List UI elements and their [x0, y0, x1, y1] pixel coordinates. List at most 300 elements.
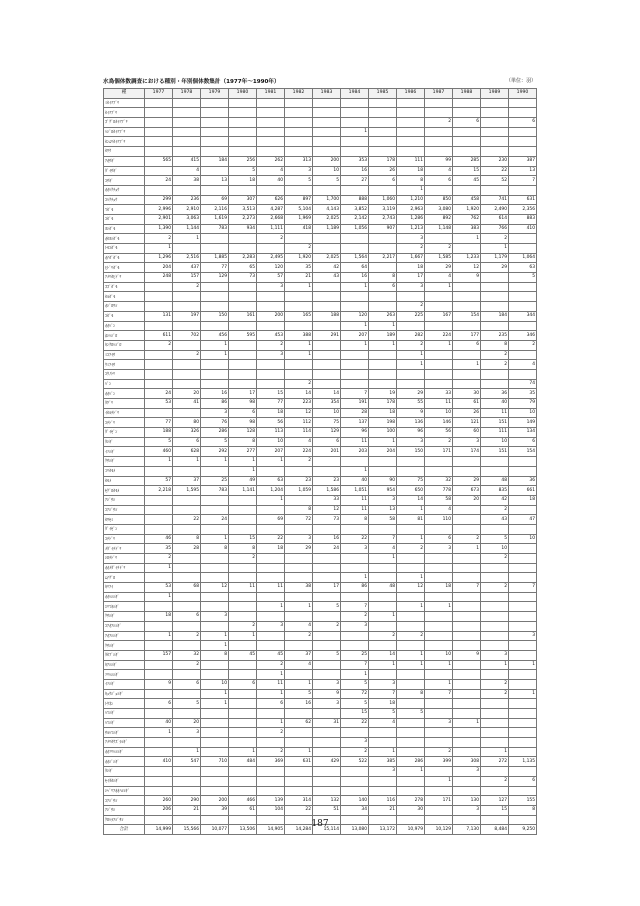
table-row: [104, 689, 537, 699]
species-name: ｵｵﾊﾞﾝ: [104, 321, 145, 331]
count-cell: 2: [257, 340, 285, 350]
count-cell: [173, 524, 201, 534]
count-cell: 12: [453, 263, 481, 273]
count-cell: [481, 524, 509, 534]
count-cell: [229, 379, 257, 389]
count-cell: [369, 786, 397, 796]
table-row: [104, 447, 537, 457]
count-cell: [369, 185, 397, 195]
count-cell: [285, 554, 313, 564]
species-name: ｲｿｼｷﾞ: [104, 679, 145, 689]
count-cell: 1: [481, 747, 509, 757]
count-cell: 1: [481, 244, 509, 254]
count-cell: 16: [341, 273, 369, 283]
count-cell: 346: [509, 331, 537, 341]
count-cell: 954: [369, 486, 397, 496]
count-cell: 81: [397, 515, 425, 525]
table-row: [104, 195, 537, 205]
count-cell: [509, 679, 537, 689]
count-cell: [285, 738, 313, 748]
count-cell: 24: [313, 544, 341, 554]
count-cell: 2: [313, 621, 341, 631]
count-cell: [313, 786, 341, 796]
column-header-year: 1981: [257, 89, 285, 99]
species-name: ｵｼﾞﾛﾜｼ: [104, 302, 145, 312]
count-cell: 223: [285, 399, 313, 409]
count-cell: [201, 369, 229, 379]
count-cell: [145, 369, 173, 379]
count-cell: 1: [341, 321, 369, 331]
count-cell: 1,920: [453, 205, 481, 215]
count-cell: 2,495: [257, 253, 285, 263]
count-cell: [509, 718, 537, 728]
count-cell: 344: [509, 311, 537, 321]
count-cell: [173, 505, 201, 515]
count-cell: 39: [201, 805, 229, 815]
count-cell: 86: [341, 583, 369, 593]
count-cell: [453, 689, 481, 699]
count-cell: 3: [397, 282, 425, 292]
count-cell: [145, 641, 173, 651]
count-cell: 157: [173, 273, 201, 283]
species-name: ｵｵﾊﾞﾝ: [104, 389, 145, 399]
count-cell: [145, 738, 173, 748]
count-cell: 150: [201, 311, 229, 321]
species-name: ﾑﾅｸﾞﾛ: [104, 573, 145, 583]
table-row: [104, 796, 537, 806]
count-cell: 80: [173, 418, 201, 428]
count-cell: [257, 524, 285, 534]
count-cell: 5: [369, 709, 397, 719]
count-cell: 178: [369, 156, 397, 166]
count-cell: [173, 495, 201, 505]
count-cell: [369, 457, 397, 467]
count-cell: 1: [397, 767, 425, 777]
table-row: [104, 457, 537, 467]
count-cell: 19: [369, 389, 397, 399]
species-name: ｵｵｿﾘﾊｼｼｷﾞ: [104, 747, 145, 757]
species-name: ｲｶﾙﾁﾄﾞﾘ: [104, 408, 145, 418]
count-cell: 6: [369, 282, 397, 292]
count-cell: 1: [369, 612, 397, 622]
species-name: ｳﾐｱｲｻ: [104, 360, 145, 370]
count-cell: [397, 118, 425, 128]
count-cell: 38: [285, 583, 313, 593]
count-cell: [453, 244, 481, 254]
count-cell: [173, 709, 201, 719]
count-cell: 614: [481, 214, 509, 224]
count-cell: 3: [425, 544, 453, 554]
count-cell: [509, 621, 537, 631]
count-cell: 4: [285, 621, 313, 631]
count-cell: 3: [481, 650, 509, 660]
count-cell: [145, 350, 173, 360]
count-cell: 522: [341, 757, 369, 767]
count-cell: [481, 273, 509, 283]
count-cell: [257, 302, 285, 312]
count-cell: 1: [453, 234, 481, 244]
count-cell: [173, 147, 201, 157]
count-cell: 61: [453, 399, 481, 409]
count-cell: [201, 602, 229, 612]
count-cell: [369, 563, 397, 573]
count-cell: [145, 360, 173, 370]
count-cell: [173, 137, 201, 147]
count-cell: 14,905: [257, 825, 285, 835]
count-cell: [229, 147, 257, 157]
header-row: [104, 89, 537, 99]
count-cell: 292: [201, 447, 229, 457]
count-cell: 1,619: [201, 214, 229, 224]
count-cell: 4: [509, 360, 537, 370]
count-cell: 177: [453, 331, 481, 341]
count-cell: [173, 108, 201, 118]
count-cell: 4: [369, 718, 397, 728]
count-cell: 369: [257, 757, 285, 767]
count-cell: 5: [285, 176, 313, 186]
count-cell: [173, 786, 201, 796]
count-cell: 1: [201, 350, 229, 360]
species-name: ｵｵｼﾞｼｷﾞ: [104, 757, 145, 767]
count-cell: [145, 118, 173, 128]
count-cell: [229, 282, 257, 292]
count-cell: [481, 118, 509, 128]
count-cell: 76: [201, 418, 229, 428]
count-cell: 2: [173, 350, 201, 360]
count-cell: [201, 621, 229, 631]
count-cell: 171: [425, 796, 453, 806]
species-name: ﾊﾞﾝ: [104, 379, 145, 389]
count-cell: [397, 699, 425, 709]
species-name: ｱﾒﾘｶｳｽﾞﾗｼｷﾞ: [104, 738, 145, 748]
count-cell: 198: [369, 418, 397, 428]
count-cell: [257, 244, 285, 254]
count-cell: [453, 282, 481, 292]
count-cell: 200: [313, 156, 341, 166]
count-cell: [453, 292, 481, 302]
count-cell: 11: [425, 399, 453, 409]
count-cell: 4: [425, 505, 453, 515]
count-cell: 2,283: [229, 253, 257, 263]
count-cell: [425, 738, 453, 748]
count-cell: [369, 263, 397, 273]
count-cell: [229, 524, 257, 534]
count-cell: 40: [481, 399, 509, 409]
count-cell: [285, 321, 313, 331]
count-cell: 10: [313, 408, 341, 418]
count-cell: [285, 185, 313, 195]
count-cell: 37: [285, 650, 313, 660]
count-cell: [397, 612, 425, 622]
count-cell: [425, 127, 453, 137]
count-cell: 69: [257, 515, 285, 525]
count-cell: [313, 457, 341, 467]
count-cell: [369, 524, 397, 534]
count-cell: [481, 718, 509, 728]
count-cell: 9,250: [509, 825, 537, 835]
count-cell: 114: [285, 428, 313, 438]
table-row: [104, 679, 537, 689]
count-cell: 11: [257, 583, 285, 593]
count-cell: [313, 350, 341, 360]
count-cell: 466: [229, 796, 257, 806]
count-cell: 174: [453, 447, 481, 457]
count-cell: 2: [481, 583, 509, 593]
species-name: ｶﾝﾑﾘｶｲﾂﾌﾞﾘ: [104, 137, 145, 147]
count-cell: 23: [313, 476, 341, 486]
count-cell: 6: [313, 437, 341, 447]
count-cell: 45: [229, 650, 257, 660]
count-cell: 1,920: [285, 253, 313, 263]
count-cell: 4: [425, 166, 453, 176]
count-cell: [173, 767, 201, 777]
table-row: [104, 418, 537, 428]
count-cell: [369, 118, 397, 128]
count-cell: 1: [257, 495, 285, 505]
count-cell: [509, 650, 537, 660]
count-cell: 1: [257, 457, 285, 467]
count-cell: 10,129: [425, 825, 453, 835]
count-cell: 36: [509, 476, 537, 486]
count-cell: [201, 786, 229, 796]
count-cell: 10: [509, 534, 537, 544]
count-cell: 15: [481, 805, 509, 815]
count-cell: [257, 709, 285, 719]
count-cell: 299: [145, 195, 173, 205]
table-row: [104, 747, 537, 757]
species-name: ﾀｶﾌﾞｼｷﾞ: [104, 650, 145, 660]
count-cell: [145, 302, 173, 312]
count-cell: 1: [229, 457, 257, 467]
count-cell: [397, 379, 425, 389]
count-cell: [509, 147, 537, 157]
species-count-table: [103, 88, 537, 835]
table-row: [104, 292, 537, 302]
species-name: ｸｻｼｷﾞ: [104, 641, 145, 651]
count-cell: [145, 524, 173, 534]
count-cell: [425, 466, 453, 476]
count-cell: 4: [369, 544, 397, 554]
table-row: [104, 709, 537, 719]
count-cell: 8: [173, 534, 201, 544]
count-cell: [173, 738, 201, 748]
species-name: ｺｳﾉﾄﾘ: [104, 369, 145, 379]
count-cell: [425, 379, 453, 389]
count-cell: 354: [313, 399, 341, 409]
species-name: ｺｶﾞﾓ: [104, 214, 145, 224]
count-cell: [453, 602, 481, 612]
count-cell: 73: [313, 515, 341, 525]
count-cell: [397, 747, 425, 757]
count-cell: [313, 282, 341, 292]
count-cell: 12: [201, 583, 229, 593]
count-cell: [425, 108, 453, 118]
count-cell: 146: [425, 418, 453, 428]
count-cell: 5,104: [285, 205, 313, 215]
count-cell: 7: [369, 689, 397, 699]
count-cell: [509, 369, 537, 379]
count-cell: 15: [257, 389, 285, 399]
count-cell: [481, 767, 509, 777]
count-cell: 35: [145, 544, 173, 554]
count-cell: [453, 350, 481, 360]
count-cell: 10: [425, 408, 453, 418]
count-cell: 45: [257, 650, 285, 660]
count-cell: [453, 786, 481, 796]
count-cell: [425, 699, 453, 709]
table-row: [104, 670, 537, 680]
count-cell: 6: [173, 437, 201, 447]
count-cell: [313, 660, 341, 670]
count-cell: [285, 767, 313, 777]
count-cell: [229, 670, 257, 680]
count-cell: 14: [369, 650, 397, 660]
count-cell: [229, 563, 257, 573]
count-cell: [173, 98, 201, 108]
count-cell: 1: [145, 457, 173, 467]
count-cell: 2: [397, 244, 425, 254]
count-cell: 5: [481, 534, 509, 544]
count-cell: 1: [145, 563, 173, 573]
count-cell: 64: [341, 263, 369, 273]
count-cell: [313, 612, 341, 622]
count-cell: 1: [201, 457, 229, 467]
count-cell: [257, 360, 285, 370]
table-row: [104, 621, 537, 631]
count-cell: 5: [313, 602, 341, 612]
count-cell: [201, 137, 229, 147]
count-cell: 157: [145, 650, 173, 660]
species-name: ｿﾘﾊｼｼｷﾞ: [104, 670, 145, 680]
count-cell: 3: [453, 767, 481, 777]
count-cell: 10: [481, 437, 509, 447]
count-cell: 128: [229, 428, 257, 438]
count-cell: 68: [173, 583, 201, 593]
count-cell: 248: [145, 273, 173, 283]
count-cell: [201, 466, 229, 476]
count-cell: [425, 728, 453, 738]
count-cell: 116: [369, 796, 397, 806]
count-cell: [145, 670, 173, 680]
count-cell: [285, 524, 313, 534]
count-cell: [481, 321, 509, 331]
count-cell: 1,885: [201, 253, 229, 263]
count-cell: [481, 728, 509, 738]
count-cell: 140: [341, 796, 369, 806]
count-cell: [481, 573, 509, 583]
table-row: [104, 534, 537, 544]
count-cell: 14: [397, 495, 425, 505]
count-cell: 75: [397, 476, 425, 486]
count-cell: 1: [341, 282, 369, 292]
count-cell: 7: [509, 583, 537, 593]
count-cell: 120: [341, 311, 369, 321]
count-cell: 9: [145, 679, 173, 689]
table-row: [104, 515, 537, 525]
count-cell: 225: [397, 311, 425, 321]
count-cell: [369, 573, 397, 583]
count-cell: [145, 573, 173, 583]
count-cell: 167: [425, 311, 453, 321]
count-cell: [313, 670, 341, 680]
count-cell: [509, 592, 537, 602]
count-cell: 1: [201, 340, 229, 350]
species-name: ｺﾁﾄﾞﾘ: [104, 534, 145, 544]
count-cell: 778: [425, 486, 453, 496]
count-cell: [313, 321, 341, 331]
count-cell: 1,135: [509, 757, 537, 767]
species-name: ｶﾜｾﾐ: [104, 515, 145, 525]
count-cell: [425, 563, 453, 573]
species-name: ｺｱｵｱｼｼｷﾞ: [104, 621, 145, 631]
count-cell: 139: [257, 796, 285, 806]
count-cell: 3,063: [173, 214, 201, 224]
table-row: [104, 612, 537, 622]
count-cell: [481, 466, 509, 476]
species-name: ｼﾛﾁﾄﾞﾘ: [104, 554, 145, 564]
count-cell: 595: [229, 331, 257, 341]
count-cell: 1: [201, 689, 229, 699]
count-cell: 5: [145, 437, 173, 447]
count-cell: [257, 321, 285, 331]
count-cell: 33: [313, 495, 341, 505]
species-name: ﾀｼｷﾞ: [104, 767, 145, 777]
count-cell: 3: [341, 621, 369, 631]
table-row: [104, 776, 537, 786]
count-cell: [145, 660, 173, 670]
count-cell: [509, 127, 537, 137]
table-row: [104, 331, 537, 341]
count-cell: 235: [481, 331, 509, 341]
count-cell: [369, 244, 397, 254]
count-cell: 399: [425, 757, 453, 767]
count-cell: [145, 408, 173, 418]
count-cell: [341, 98, 369, 108]
count-cell: 1: [481, 660, 509, 670]
count-cell: 6: [145, 699, 173, 709]
count-cell: 1: [201, 641, 229, 651]
count-cell: 178: [369, 399, 397, 409]
count-cell: 460: [145, 447, 173, 457]
count-cell: [285, 369, 313, 379]
count-cell: 3: [453, 805, 481, 815]
count-cell: 850: [425, 195, 453, 205]
count-cell: 20: [173, 718, 201, 728]
count-cell: [313, 340, 341, 350]
count-cell: 22: [285, 805, 313, 815]
column-header-year: 1979: [201, 89, 229, 99]
count-cell: 12: [397, 583, 425, 593]
count-cell: 2,996: [145, 205, 173, 215]
count-cell: [257, 767, 285, 777]
species-name: ｺｱｼﾞｻｼ: [104, 505, 145, 515]
count-cell: 20: [173, 389, 201, 399]
count-cell: [229, 108, 257, 118]
count-cell: 18: [397, 263, 425, 273]
count-cell: 5: [173, 699, 201, 709]
count-cell: 22: [173, 515, 201, 525]
species-name: ﾀﾞｲｾﾞﾝ: [104, 524, 145, 534]
count-cell: [453, 98, 481, 108]
table-row: [104, 360, 537, 370]
count-cell: 307: [229, 195, 257, 205]
count-cell: 35: [509, 389, 537, 399]
count-cell: [285, 670, 313, 680]
count-cell: 60: [453, 428, 481, 438]
count-cell: 1,189: [313, 224, 341, 234]
count-cell: [369, 108, 397, 118]
count-cell: [453, 573, 481, 583]
